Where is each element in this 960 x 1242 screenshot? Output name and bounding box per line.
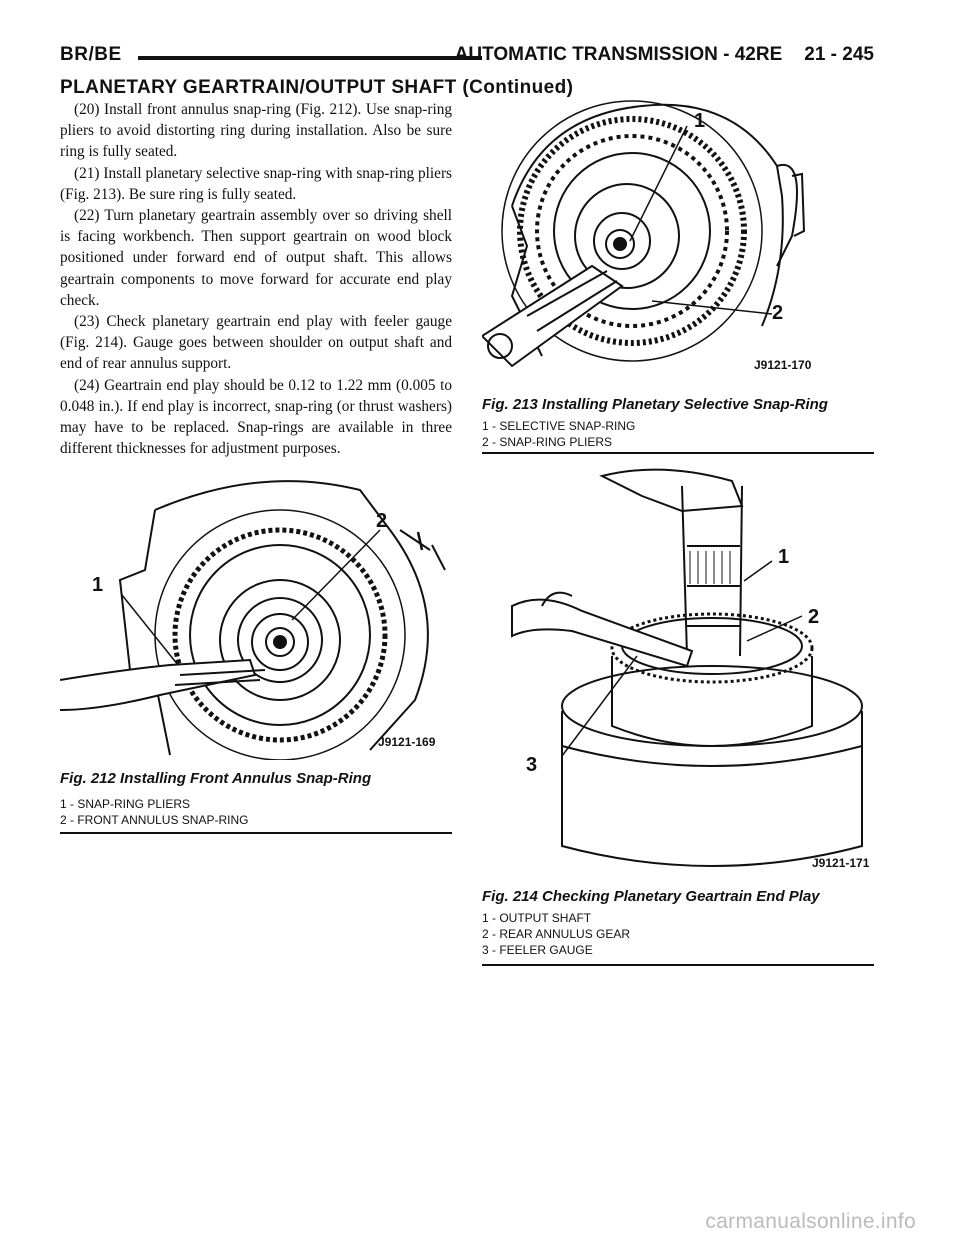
figure-213-illustration [482,96,877,386]
page-header [60,44,874,74]
fig212-caption: Fig. 212 Installing Front Annulus Snap-Ring [60,770,372,787]
fig213-legend-1: 1 - SELECTIVE SNAP-RING [482,419,636,433]
fig213-code: J9121-170 [754,358,812,372]
header-rule [138,56,482,60]
paragraph-21: (21) Install planetary selective snap-ring with snap-ring pliers (Fig. 213). Be sure ring is fully seated. [60,164,452,203]
figure-214-illustration [482,466,877,876]
fig214-legend-1: 1 - OUTPUT SHAFT [482,911,592,925]
fig212-rule [60,832,452,834]
fig214-rule [482,964,874,966]
fig214-callout-2: 2 [808,606,820,628]
fig214-legend-2: 2 - REAR ANNULUS GEAR [482,927,631,941]
figure-214 [482,466,877,971]
fig214-callout-3: 3 [526,754,538,776]
page-number: 21 - 245 [804,44,874,65]
fig212-legend-2: 2 - FRONT ANNULUS SNAP-RING [60,813,249,827]
header-right [455,44,874,66]
fig212-legend [60,796,248,828]
fig214-legend [482,910,630,958]
figure-212-illustration [60,470,455,760]
figure-212 [60,470,455,840]
fig213-legend-2: 2 - SNAP-RING PLIERS [482,435,613,449]
fig213-callout-1: 1 [694,110,706,132]
figure-213 [482,96,877,458]
watermark: carmanualsonline.info [705,1210,916,1233]
fig212-callout-2: 2 [376,510,388,532]
fig214-callout-1: 1 [778,546,790,568]
body-text [60,99,452,459]
fig213-rule [482,452,874,454]
paragraph-20: (20) Install front annulus snap-ring (Fig. 212). Use snap-ring pliers to avoid distorting ring during installation. Also be sure ring is fully seated. [60,101,452,161]
header-title: AUTOMATIC TRANSMISSION - 42RE [454,44,783,65]
fig213-legend [482,418,635,450]
header-model: BR/BE [60,44,122,65]
fig212-code: J9121-169 [378,735,436,749]
fig212-legend-1: 1 - SNAP-RING PLIERS [60,797,191,811]
section-title: PLANETARY GEARTRAIN/OUTPUT SHAFT (Continued) [60,77,574,98]
fig214-legend-3: 3 - FEELER GAUGE [482,943,593,957]
paragraph-22: (22) Turn planetary geartrain assembly over so driving shell is facing workbench. Then support geartrain on wood block positioned under forward end of output shaft. This allows geartrain components to move forward for accurate end play check. [60,207,452,309]
paragraph-23: (23) Check planetary geartrain end play with feeler gauge (Fig. 214). Gauge goes between shoulder on output shaft and end of rear annulus support. [60,313,452,373]
paragraph-24: (24) Geartrain end play should be 0.12 to 1.22 mm (0.005 to 0.048 in.). If end play is incorrect, snap-ring (or thrust washers) may have to be replaced. Snap-rings are available in three different thicknesses for adjustment purposes. [60,376,452,458]
fig214-code: J9121-171 [812,856,870,870]
fig213-callout-2: 2 [772,302,784,324]
fig213-caption: Fig. 213 Installing Planetary Selective Snap-Ring [482,396,828,413]
fig214-caption: Fig. 214 Checking Planetary Geartrain End Play [482,888,820,905]
fig212-callout-1: 1 [92,574,104,596]
